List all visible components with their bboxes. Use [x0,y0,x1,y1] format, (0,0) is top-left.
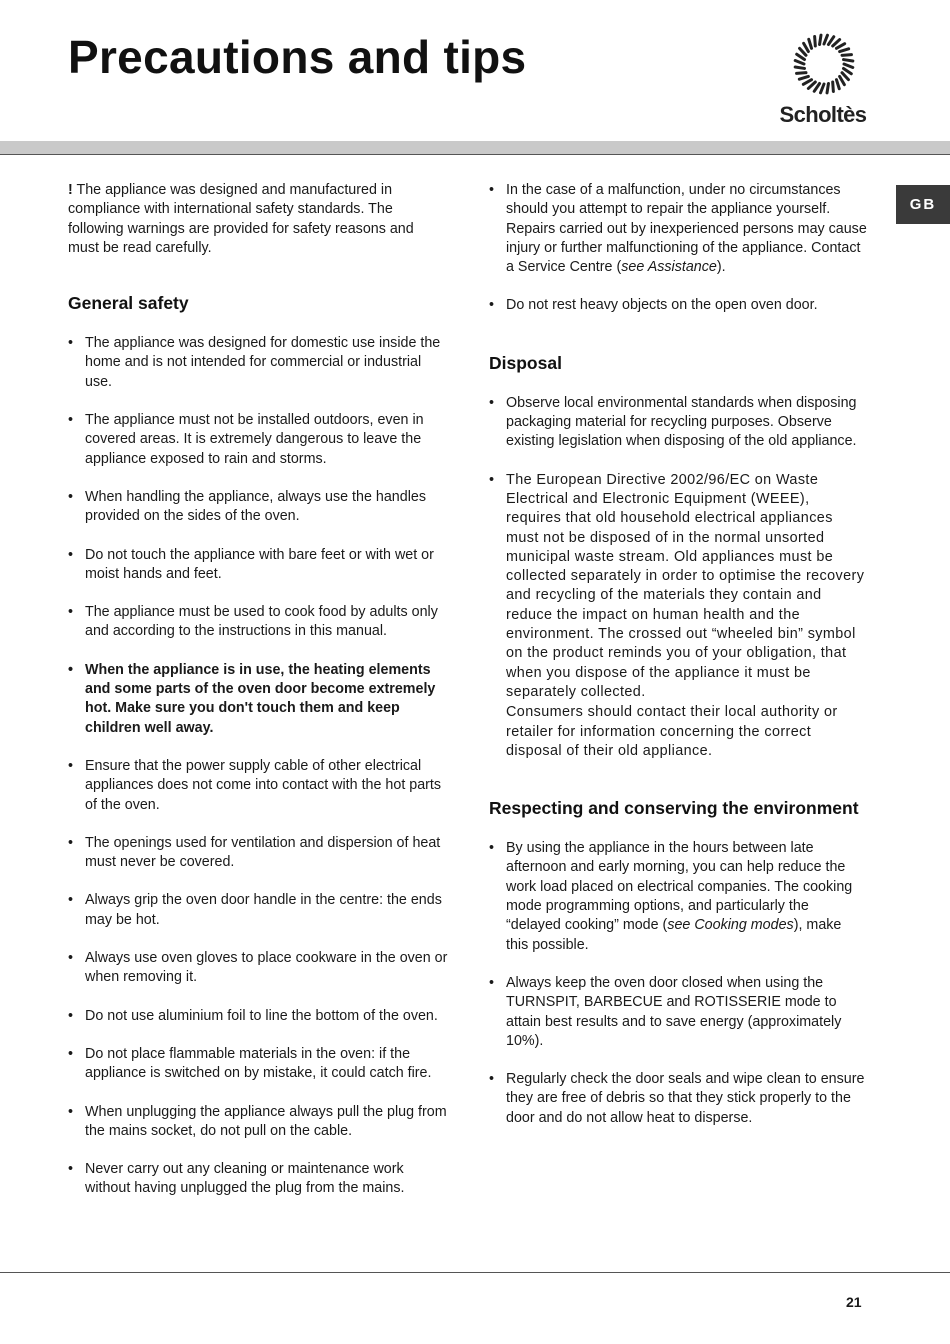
list-item: • Always use oven gloves to place cookware in the oven or when removing it. [68,949,448,988]
list-item: • Do not place flammable materials in the oven: if the appliance is switched on by mistake, it could catch fire. [68,1045,448,1084]
intro-text: The appliance was designed and manufactured in compliance with international safety standards. The following warnings are provided for safety reasons and must be read carefully. [68,182,414,256]
page-title: Precautions and tips [68,31,527,83]
list-item: • Do not touch the appliance with bare feet or with wet or moist hands and feet. [68,546,448,585]
list-item: • Do not use aluminium foil to line the bottom of the oven. [68,1007,448,1026]
list-item [489,181,867,277]
see-cooking-modes-reference: see Cooking modes [667,917,794,934]
list-item: • Never carry out any cleaning or maintenance work without having unplugged the plug from the mains. [68,1160,448,1199]
header-band [0,141,950,155]
language-tab: GB [896,185,950,224]
see-assistance-reference: see Assistance [621,259,717,276]
list-item: • The appliance must be used to cook food by adults only and according to the instructions in this manual. [68,603,448,642]
brand-name: Scholtès [779,102,867,127]
brand-logo [776,30,872,128]
sunburst-logo-icon [792,32,856,96]
list-item: • The appliance must not be installed outdoors, even in covered areas. It is extremely dangerous to leave the appliance exposed to rain and storms. [68,411,448,469]
list-item-warning: • When the appliance is in use, the heating elements and some parts of the oven door become extremely hot. Make sure you don't touch them and keep children well away. [68,661,448,738]
list-item: • Observe local environmental standards when disposing packaging material for recycling purposes. Observe existing legislation when disposing of the old appliance. [489,394,867,452]
general-safety-heading: General safety [68,293,189,314]
env-item1-text: By using the appliance in the hours between late afternoon and early morning, you can help reduce the work load placed on electrical companies. The cooking mode programming options, and particularly the “delayed cooking” mode ( [506,840,853,934]
list-item: • Ensure that the power supply cable of other electrical appliances does not come into contact with the hot parts of the oven. [68,757,448,815]
right-column [489,181,867,1147]
env-item1-end: ), make this possible. [506,917,842,953]
list-item: • Do not rest heavy objects on the open oven door. [489,296,867,315]
list-item [489,839,867,955]
malfunction-text: In the case of a malfunction, under no circumstances should you attempt to repair the appliance yourself. Repairs carried out by inexperienced persons may cause injury or further malfunctioning of the appliance. Contact a Service Centre ( [506,182,867,276]
disposal-heading: Disposal [489,352,562,373]
intro-paragraph [68,181,448,258]
list-item: • Always keep the oven door closed when using the TURNSPIT, BARBECUE and ROTISSERIE mode to attain best results and to save energy (approximately 10%). [489,974,867,1051]
disposal-list [489,394,867,761]
malfunction-end: ). [716,259,726,276]
warning-mark: ! [68,182,73,198]
footer-rule [0,1272,950,1273]
general-safety-list [68,334,448,1199]
weee-consumers-text: Consumers should contact their local authority or retailer for information concerning the correct disposal of their old appliance. [506,704,838,759]
environment-list [489,839,867,1128]
list-item: • Regularly check the door seals and wipe clean to ensure they are free of debris so that they stick properly to the door and do not allow heat to disperse. [489,1070,867,1128]
weee-text: The European Directive 2002/96/EC on Waste Electrical and Electronic Equipment (WEEE), requires that old household electrical appliances must not be disposed of in the normal unsorted municipal waste stream. Old appliances must be collected separately in order to optimise the recovery and recycling of the materials they contain and reduce the impact on human health and the environment. The crossed out “wheeled bin” symbol on the product reminds you of your obligation, that when you dispose of the appliance it must be separately collected. [506,471,865,700]
left-column [68,181,448,1218]
list-item: • The openings used for ventilation and dispersion of heat must never be covered. [68,834,448,873]
list-item: • When unplugging the appliance always pull the plug from the mains socket, do not pull on the cable. [68,1103,448,1142]
page-number: 21 [846,1294,862,1310]
repair-list [489,181,867,316]
environment-heading: Respecting and conserving the environment [489,798,859,819]
list-item: • The appliance was designed for domestic use inside the home and is not intended for commercial or industrial use. [68,334,448,392]
list-item: • When handling the appliance, always use the handles provided on the sides of the oven. [68,488,448,527]
list-item: • Always grip the oven door handle in the centre: the ends may be hot. [68,891,448,930]
list-item-weee [489,471,867,761]
